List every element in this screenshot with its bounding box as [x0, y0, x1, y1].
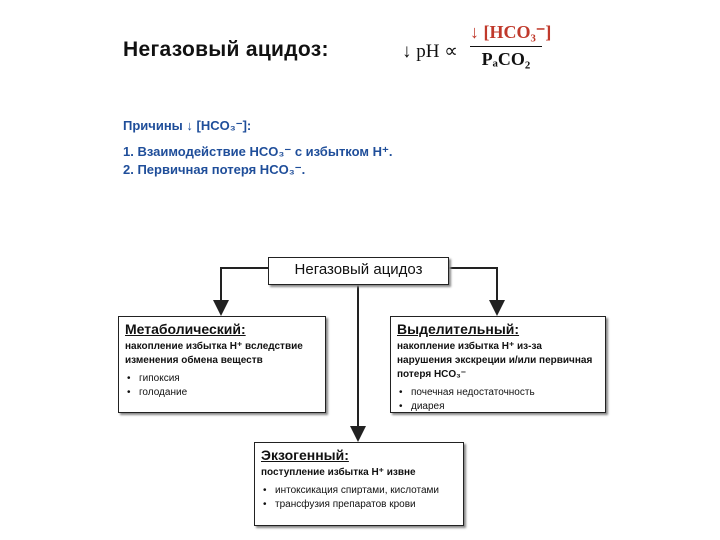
exogenous-bullets — [261, 485, 457, 510]
metabolic-description: накопление избытка H⁺ вследствие изменения обмена веществ — [125, 341, 303, 366]
connector-left — [221, 268, 268, 312]
formula-denominator: PₐCO₂ — [481, 49, 531, 69]
cause-item: 1. Взаимодействие HCO₃⁻ с избытком H⁺. — [123, 144, 393, 159]
cause-item: 2. Первичная потеря HCO₃⁻. — [123, 162, 306, 177]
metabolic-node — [118, 316, 326, 413]
causes-header: Причины ↓ [HCO₃⁻]: — [123, 118, 252, 133]
excretory-description: накопление избытка H⁺ из-за нарушения экскреции и/или первичная потеря HCO₃⁻ — [397, 341, 593, 380]
list-item: • диарея — [399, 401, 445, 412]
excretory-node — [390, 316, 606, 413]
connector-right — [449, 268, 497, 312]
metabolic-bullets — [125, 373, 319, 398]
list-item: • гипоксия — [127, 373, 180, 384]
list-item: • голодание — [127, 387, 188, 398]
formula-lhs: ↓ pH ∝ — [402, 41, 458, 62]
slide-title: Негазовый ацидоз: — [123, 38, 329, 61]
excretory-heading: Выделительный: — [397, 321, 520, 337]
list-item: • трансфузия препаратов крови — [263, 499, 416, 510]
formula-numerator: ↓ [HCO₃⁻] — [470, 22, 552, 42]
exogenous-node — [254, 442, 464, 526]
exogenous-heading: Экзогенный: — [261, 447, 349, 463]
list-item: • почечная недостаточность — [399, 387, 535, 398]
root-node: Негазовый ацидоз — [268, 257, 449, 285]
exogenous-description: поступление избытка H⁺ извне — [261, 467, 416, 478]
excretory-bullets — [397, 387, 599, 412]
list-item: • интоксикация спиртами, кислотами — [263, 485, 440, 496]
metabolic-heading: Метаболический: — [125, 321, 246, 337]
